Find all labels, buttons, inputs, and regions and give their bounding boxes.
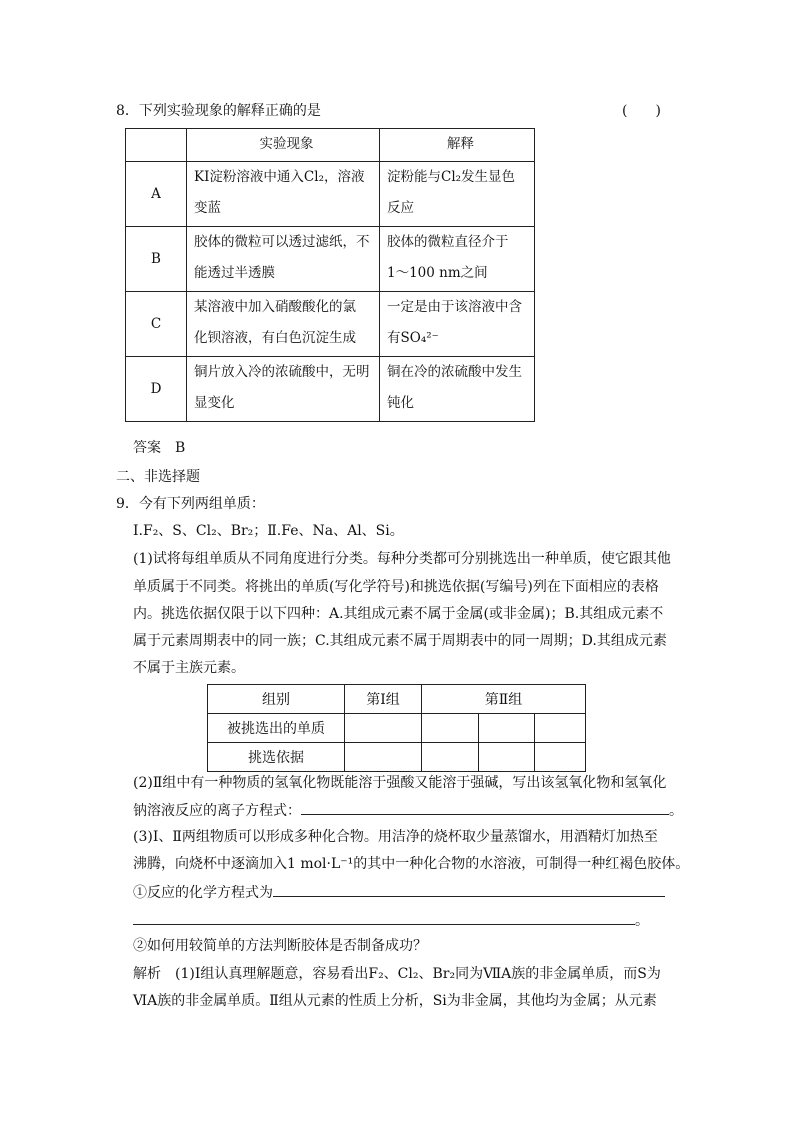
phenomenon-cell (187, 162, 380, 227)
q9-p2-line: (2)Ⅱ组中有一种物质的氢氧化物既能溶于强酸又能溶于强碱，写出该氢氧化物和氢氧化 (133, 775, 667, 791)
q9-sub1-end: 。 (635, 913, 649, 929)
cell-line: 有SO₄²⁻ (387, 330, 439, 346)
q9-p3-line: 沸腾，向烧杯中逐滴加入1 mol·L⁻¹的其中一种化合物的水溶液，可制得一种红褐色胶体。 (133, 856, 690, 872)
table-row (126, 227, 535, 292)
cell-line: 胶体的微粒直径介于 (387, 234, 509, 250)
q9-sub2: ②如何用较简单的方法判断胶体是否制备成功？ (133, 938, 427, 954)
answer-blank[interactable] (273, 882, 665, 897)
blank-cell[interactable] (345, 714, 422, 743)
q9-p1-line: (1)试将每组单质从不同角度进行分类。每种分类都可分别挑选出一种单质，使它跟其他 (133, 551, 671, 567)
analysis-line: 解析 (1)Ⅰ组认真理解题意，容易看出F₂、Cl₂、Br₂同为ⅦA族的非金属单质，而S为 (133, 966, 661, 982)
q9-p3-line: (3)Ⅰ、Ⅱ两组物质可以形成多种化合物。用洁净的烧杯取少量蒸馏水，用酒精灯加热至 (133, 829, 658, 845)
cell-line: 能透过半透膜 (194, 265, 275, 281)
cell-line: 反应 (387, 200, 414, 216)
q9-p2-line (133, 800, 683, 821)
q8-stem: 8．下列实验现象的解释正确的是 (116, 103, 321, 119)
q9-p1-line: 不属于主族元素。 (133, 660, 245, 676)
q9-stem: 9．今有下列两组单质： (116, 496, 265, 512)
blank-cell[interactable] (422, 743, 479, 772)
q9-table-group1-header: 第Ⅰ组 (345, 685, 422, 714)
cell-line: 淀粉能与Cl₂发生显色 (387, 169, 516, 185)
explanation-cell (380, 357, 535, 422)
table-row (208, 743, 586, 772)
q8-answer: 答案 B (133, 440, 186, 456)
answer-blank[interactable] (301, 800, 669, 815)
q9-answer-table (207, 684, 586, 772)
blank-cell[interactable] (535, 714, 586, 743)
option-label: B (126, 227, 187, 292)
q9-table-group-header: 组别 (208, 685, 345, 714)
q9-p1-line: 单质属于不同类。将挑出的单质(写化学符号)和挑选依据(写编号)列在下面相应的表格 (133, 579, 659, 595)
q8-header-phenomenon: 实验现象 (187, 129, 380, 162)
q9-sub1-cont (133, 910, 649, 931)
table-row (126, 357, 535, 422)
table-row (126, 162, 535, 227)
section-title: 二、非选择题 (116, 469, 200, 485)
cell-line: 某溶液中加入硝酸酸化的氯 (194, 299, 356, 315)
q9-table-group2-header: 第Ⅱ组 (422, 685, 586, 714)
q9-p1-line: 属于元素周期表中的同一族；C.其组成元素不属于周期表中的同一周期；D.其组成元素 (133, 633, 667, 649)
option-label: C (126, 292, 187, 357)
cell-line: 铜在冷的浓硫酸中发生 (387, 364, 522, 380)
phenomenon-cell (187, 227, 380, 292)
phenomenon-cell (187, 292, 380, 357)
cell-line: 胶体的微粒可以透过滤纸，不 (194, 234, 370, 250)
cell-line: 铜片放入冷的浓硫酸中，无明 (194, 364, 370, 380)
explanation-cell (380, 292, 535, 357)
cell-line: 钝化 (387, 395, 414, 411)
blank-cell[interactable] (479, 743, 535, 772)
cell-line: 一定是由于该溶液中含 (387, 299, 522, 315)
option-label: A (126, 162, 187, 227)
q9-p1-line: 内。挑选依据仅限于以下四种：A.其组成元素不属于金属(或非金属)；B.其组成元素不 (133, 606, 664, 622)
q8-table-header (126, 129, 535, 162)
table-row (126, 292, 535, 357)
explanation-cell (380, 162, 535, 227)
blank-cell[interactable] (479, 714, 535, 743)
blank-cell[interactable] (422, 714, 479, 743)
blank-cell[interactable] (535, 743, 586, 772)
q9-groups: Ⅰ.F₂、S、Cl₂、Br₂；Ⅱ.Fe、Na、Al、Si。 (133, 523, 404, 539)
q9-table-selected-label: 被挑选出的单质 (208, 714, 345, 743)
cell-line: 变蓝 (194, 200, 221, 216)
q9-sub1-text: ①反应的化学方程式为 (133, 885, 273, 901)
cell-line: KI淀粉溶液中通入Cl₂，溶液 (194, 169, 365, 185)
option-label: D (126, 357, 187, 422)
q8-header-explanation: 解释 (380, 129, 535, 162)
answer-blank[interactable] (133, 910, 635, 925)
q8-answer-paren: ( ) (622, 103, 661, 119)
q9-table-basis-label: 挑选依据 (208, 743, 345, 772)
cell-line: 化钡溶液，有白色沉淀生成 (194, 330, 356, 346)
blank-cell[interactable] (345, 743, 422, 772)
analysis-line: ⅥA族的非金属单质。Ⅱ组从元素的性质上分析，Si为非金属，其他均为金属；从元素 (133, 993, 657, 1009)
table-row (208, 714, 586, 743)
phenomenon-cell (187, 357, 380, 422)
cell-line: 1～100 nm之间 (387, 265, 488, 281)
q8-header-blank (126, 129, 187, 162)
table-row (208, 685, 586, 714)
q9-sub1-line (133, 882, 665, 903)
explanation-cell (380, 227, 535, 292)
q9-p2-end: 。 (669, 803, 683, 819)
cell-line: 显变化 (194, 395, 235, 411)
q8-table (125, 128, 535, 422)
q9-p2-text: 钠溶液反应的离子方程式： (133, 803, 301, 819)
